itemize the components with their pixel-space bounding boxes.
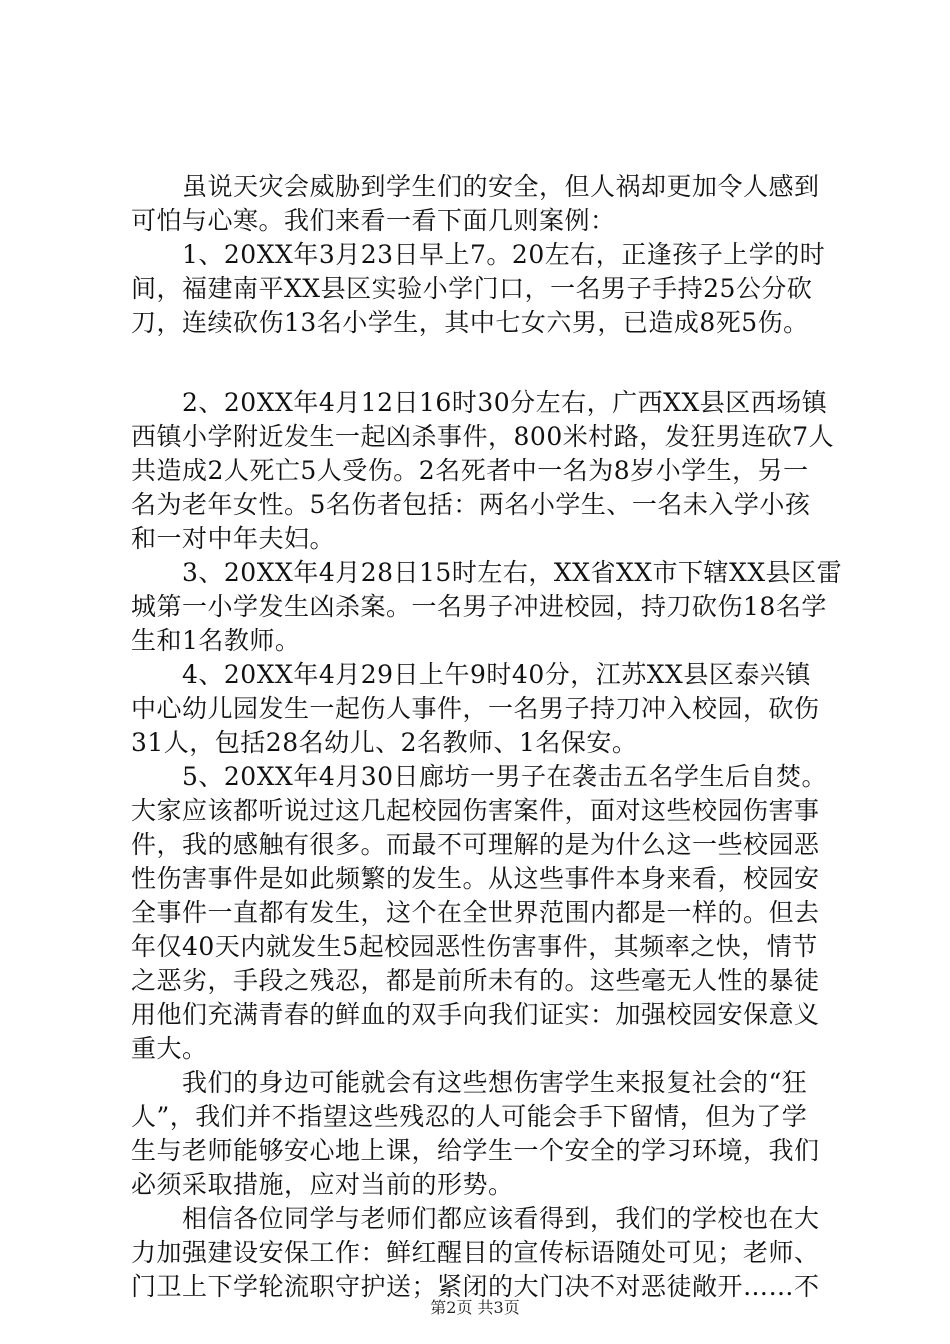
text-line: 必须采取措施，应对当前的形势。 xyxy=(131,1170,514,1199)
text-line: 用他们充满青春的鲜血的双手向我们证实：加强校园安保意义 xyxy=(131,1000,820,1029)
text-line: 大家应该都听说过这几起校园伤害案件，面对这些校园伤害事 xyxy=(131,796,820,825)
text-line: 力加强建设安保工作：鲜红醒目的宣传标语随处可见；老师、 xyxy=(131,1238,820,1267)
text-line: 2、20XX年4月12日16时30分左右，广西XX县区西场镇 xyxy=(131,388,828,417)
text-line: 1、20XX年3月23日早上7。20左右，正逢孩子上学的时 xyxy=(131,240,826,269)
text-line: 年仅40天内就发生5起校园恶性伤害事件，其频率之快，情节 xyxy=(131,932,818,961)
text-line: 共造成2人死亡5人受伤。2名死者中一名为8岁小学生，另一 xyxy=(131,456,809,485)
text-line: 中心幼儿园发生一起伤人事件，一名男子持刀冲入校园，砍伤 xyxy=(131,694,820,723)
page-number-footer: 第2页 共3页 xyxy=(430,1298,520,1317)
text-line: 重大。 xyxy=(131,1034,208,1063)
text-line: 生与老师能够安心地上课，给学生一个安全的学习环境，我们 xyxy=(131,1136,820,1165)
paragraph-gap xyxy=(131,340,831,386)
text-line: 城第一小学发生凶杀案。一名男子冲进校园，持刀砍伤18名学 xyxy=(131,592,827,621)
text-line: 虽说天灾会威胁到学生们的安全，但人祸却更加令人感到 xyxy=(131,172,820,201)
text-line: 和一对中年夫妇。 xyxy=(131,524,336,553)
text-line: 3、20XX年4月28日15时左右，XX省XX市下辖XX县区雷 xyxy=(131,558,843,587)
text-line: 全事件一直都有发生，这个在全世界范围内都是一样的。但去 xyxy=(131,898,820,927)
text-line: 件，我的感触有很多。而最不可理解的是为什么这一些校园恶 xyxy=(131,830,820,859)
text-line: 31人，包括28名幼儿、2名教师、1名保安。 xyxy=(131,728,638,757)
text-line: 西镇小学附近发生一起凶杀事件，800米村路，发狂男连砍7人 xyxy=(131,422,835,451)
text-line: 性伤害事件是如此频繁的发生。从这些事件本身来看，校园安 xyxy=(131,864,820,893)
text-line: 生和1名教师。 xyxy=(131,626,301,655)
document-body xyxy=(131,170,843,1304)
text-line: 相信各位同学与老师们都应该看得到，我们的学校也在大 xyxy=(131,1204,820,1233)
text-line: 名为老年女性。5名伤者包括：两名小学生、一名未入学小孩 xyxy=(131,490,811,519)
text-line: 人”，我们并不指望这些残忍的人可能会手下留情，但为了学 xyxy=(131,1102,808,1131)
text-line: 4、20XX年4月29日上午9时40分，江苏XX县区泰兴镇 xyxy=(131,660,811,689)
text-line: 5、20XX年4月30日廊坊一男子在袭击五名学生后自焚。 xyxy=(131,762,828,791)
text-line: 我们的身边可能就会有这些想伤害学生来报复社会的“狂 xyxy=(131,1068,808,1097)
text-line: 门卫上下学轮流职守护送；紧闭的大门决不对恶徒敞开……不 xyxy=(131,1272,820,1301)
text-line: 刀，连续砍伤13名小学生，其中七女六男，已造成8死5伤。 xyxy=(131,308,809,337)
text-line: 可怕与心寒。我们来看一看下面几则案例： xyxy=(131,206,616,235)
text-line: 间，福建南平XX县区实验小学门口，一名男子手持25公分砍 xyxy=(131,274,813,303)
text-line: 之恶劣，手段之残忍，都是前所未有的。这些毫无人性的暴徒 xyxy=(131,966,820,995)
